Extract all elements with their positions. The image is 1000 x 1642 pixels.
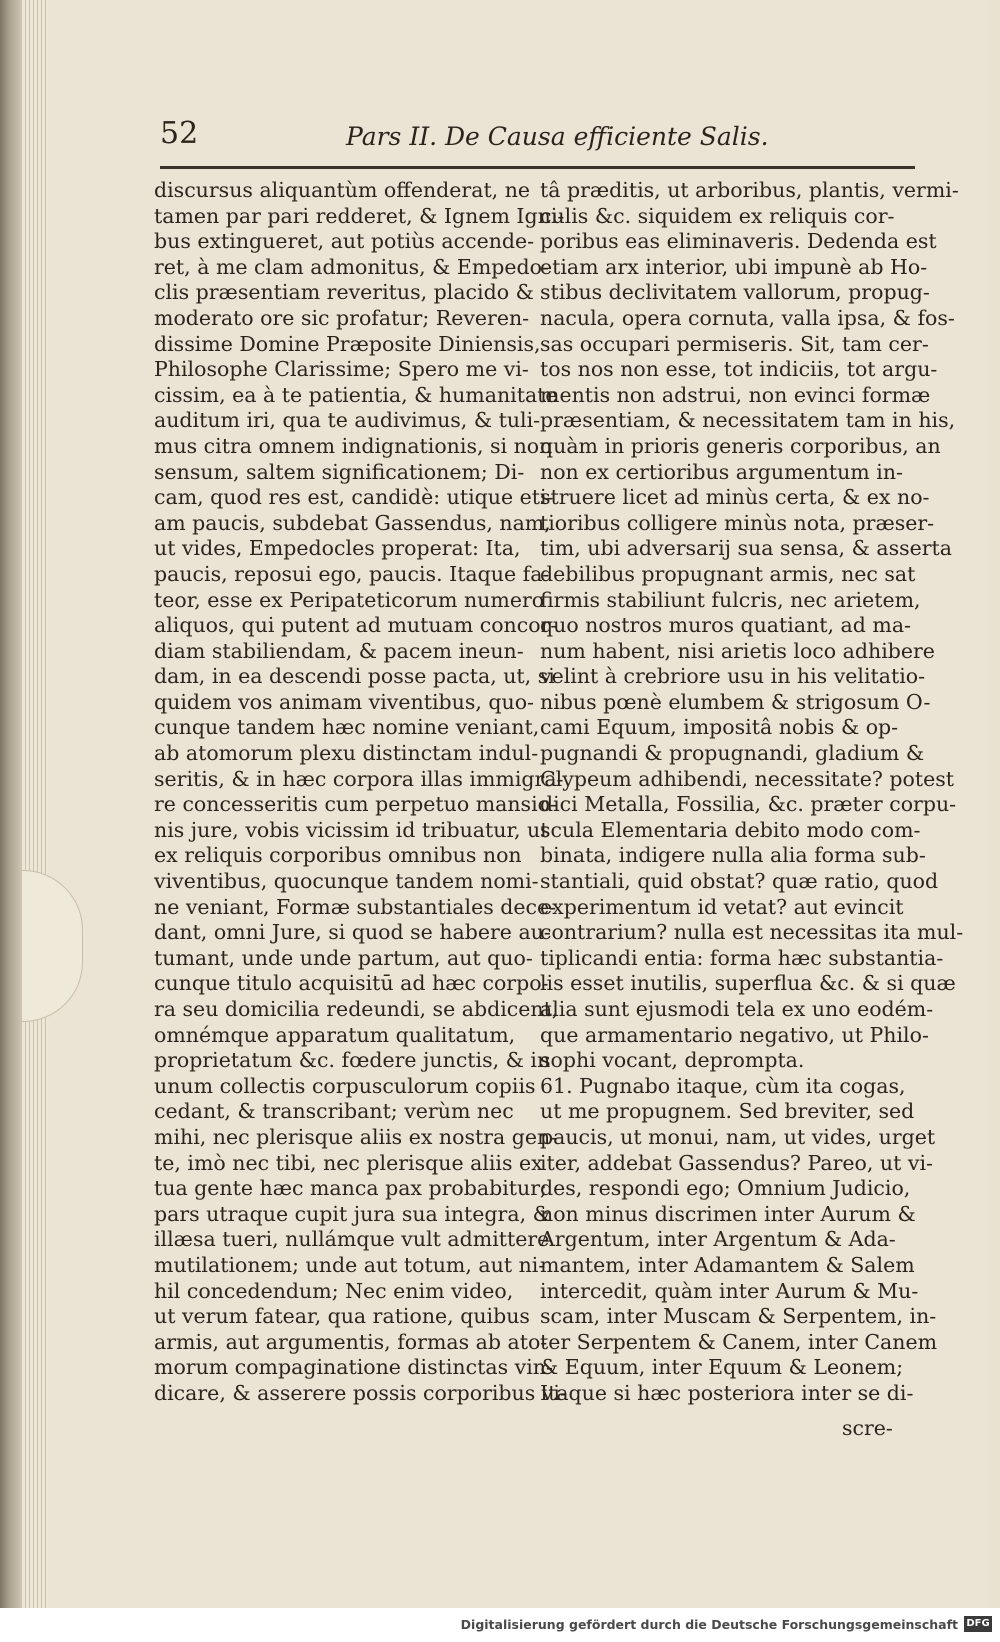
text-line: pars utraque cupit jura sua integra, & xyxy=(154,1201,551,1226)
text-line: nacula, opera cornuta, valla ipsa, & fos- xyxy=(540,305,955,330)
text-line: stantiali, quid obstat? quæ ratio, quod xyxy=(540,869,939,894)
text-line: cam, quod res est, candidè: utique eti- xyxy=(154,485,554,510)
text-line: Philosophe Clarissime; Spero me vi- xyxy=(154,357,529,382)
page-header xyxy=(150,116,930,162)
text-line: præsentiam, & necessitatem tam in his, xyxy=(540,408,956,433)
text-line: etiam arx interior, ubi impunè ab Ho- xyxy=(540,254,928,279)
text-line: dam, in ea descendi posse pacta, ut, si xyxy=(154,664,555,689)
text-line: ret, à me clam admonitus, & Empedo- xyxy=(154,254,549,279)
text-line: seritis, & in hæc corpora illas immigra- xyxy=(154,766,564,791)
text-line: 61. Pugnabo itaque, cùm ita cogas, xyxy=(540,1073,906,1098)
text-line: quo nostros muros quatiant, ad ma- xyxy=(540,613,911,638)
text-line: paucis, ut monui, nam, ut vides, urget xyxy=(540,1124,936,1149)
text-line: stibus declivitatem vallorum, propug- xyxy=(540,280,930,305)
text-line: tioribus colligere minùs nota, præser- xyxy=(540,510,935,535)
text-line: dici Metalla, Fossilia, &c. præter corpu- xyxy=(540,792,957,817)
text-line: quàm in prioris generis corporibus, an xyxy=(540,433,941,458)
text-line: morum compaginatione distinctas vin- xyxy=(154,1355,553,1380)
text-line: lis esset inutilis, superflua &c. & si quæ xyxy=(540,971,956,996)
text-line: sas occupari permiseris. Sit, tam cer- xyxy=(540,331,929,356)
text-line: debilibus propugnant armis, nec sat xyxy=(540,561,916,586)
text-line: illæsa tueri, nullámque vult admittere xyxy=(154,1227,550,1252)
catchword: scre- xyxy=(842,1416,893,1440)
text-line: tua gente hæc manca pax probabitur; xyxy=(154,1176,547,1201)
text-line: num habent, nisi arietis loco adhibere xyxy=(540,638,935,663)
header-rule xyxy=(160,166,915,169)
text-line: mentis non adstrui, non evinci formæ xyxy=(540,382,931,407)
text-line: unum collectis corpusculorum copiis xyxy=(154,1073,536,1098)
text-line: iter, addebat Gassendus? Pareo, ut vi- xyxy=(540,1150,933,1175)
text-line: am paucis, subdebat Gassendus, nam, xyxy=(154,510,551,535)
text-line: ne veniant, Formæ substantiales dece- xyxy=(154,894,557,919)
text-line: cedant, & transcribant; verùm nec xyxy=(154,1099,514,1124)
text-line: tumant, unde unde partum, aut quo- xyxy=(154,945,533,970)
text-line: intercedit, quàm inter Aurum & Mu- xyxy=(540,1278,919,1303)
text-line: dant, omni Jure, si quod se habere au- xyxy=(154,920,551,945)
dfg-logo-icon: DFG xyxy=(964,1616,992,1632)
text-line: des, respondi ego; Omnium Judicio, xyxy=(540,1176,911,1201)
text-line: Argentum, inter Argentum & Ada- xyxy=(540,1227,896,1252)
text-line: discursus aliquantùm offenderat, ne xyxy=(154,178,531,202)
text-line: mus citra omnem indignationis, si non xyxy=(154,433,553,458)
text-line: culis &c. siquidem ex reliquis cor- xyxy=(540,203,895,228)
text-line: contrarium? nulla est necessitas ita mul- xyxy=(540,920,964,945)
text-line: non ex certioribus argumentum in- xyxy=(540,459,903,484)
left-text-column xyxy=(154,178,567,1407)
text-line: pugnandi & propugnandi, gladium & xyxy=(540,741,925,766)
text-line: tim, ubi adversarij sua sensa, & asserta xyxy=(540,536,953,561)
text-line: viventibus, quocunque tandem nomi- xyxy=(154,869,539,894)
text-line: cissim, ea à te patientia, & humanitate xyxy=(154,382,558,407)
text-line: struere licet ad minùs certa, & ex no- xyxy=(540,485,930,510)
text-line: re concesseritis cum perpetuo mansio- xyxy=(154,792,557,817)
text-line: tos nos non esse, tot indiciis, tot argu- xyxy=(540,357,938,382)
text-line: Clypeum adhibendi, necessitate? potest xyxy=(540,766,954,791)
text-line: mantem, inter Adamantem & Salem xyxy=(540,1252,915,1277)
text-line: scula Elementaria debito modo com- xyxy=(540,817,921,842)
footer-bar xyxy=(0,1608,1000,1642)
text-line: paucis, reposui ego, paucis. Itaque fa- xyxy=(154,561,550,586)
text-line: ra seu domicilia redeundi, se abdicent, xyxy=(154,997,559,1021)
text-line: non minus discrimen inter Aurum & xyxy=(540,1201,916,1226)
text-line: bus extingueret, aut potiùs accende- xyxy=(154,229,535,254)
text-line: sensum, saltem significationem; Di- xyxy=(154,459,525,484)
text-line: mihi, nec plerisque aliis ex nostra gen- xyxy=(154,1124,558,1149)
text-line: tamen par pari redderet, & Ignem Igni- xyxy=(154,203,565,228)
page-edges xyxy=(22,0,48,1608)
text-line: & Equum, inter Equum & Leonem; xyxy=(540,1355,904,1380)
text-line: clis præsentiam reveritus, placido & xyxy=(154,280,534,305)
text-line: auditum iri, qua te audivimus, & tuli- xyxy=(154,408,541,433)
text-line: ter Serpentem & Canem, inter Canem xyxy=(540,1329,938,1354)
text-line: proprietatum &c. fœdere junctis, & in xyxy=(154,1048,551,1073)
text-line: nibus pœnè elumbem & strigosum O- xyxy=(540,689,931,714)
text-line: hil concedendum; Nec enim video, xyxy=(154,1278,514,1303)
text-line: sophi vocant, deprompta. xyxy=(540,1048,805,1073)
running-head: Pars II. De Causa efficiente Salis. xyxy=(346,122,769,151)
text-line: nis jure, vobis vicissim id tribuatur, ut xyxy=(154,817,549,842)
text-line: quidem vos animam viventibus, quo- xyxy=(154,689,534,714)
text-line: ex reliquis corporibus omnibus non xyxy=(154,843,522,868)
text-line: teor, esse ex Peripateticorum numero xyxy=(154,587,545,612)
text-line: scam, inter Muscam & Serpentem, in- xyxy=(540,1304,937,1329)
text-line: binata, indigere nulla alia forma sub- xyxy=(540,843,926,868)
text-line: velint à crebriore usu in his velitatio- xyxy=(540,664,926,689)
text-line: omnémque apparatum qualitatum, xyxy=(154,1022,516,1047)
text-line: te, imò nec tibi, nec plerisque aliis ex xyxy=(154,1150,543,1175)
text-line: cunque tandem hæc nomine veniant, xyxy=(154,715,540,740)
text-line: cami Equum, impositâ nobis & op- xyxy=(540,715,899,740)
text-line: experimentum id vetat? aut evincit xyxy=(540,894,904,919)
page-number: 52 xyxy=(160,116,199,151)
book-binding xyxy=(0,0,22,1608)
text-line: ut me propugnem. Sed breviter, sed xyxy=(540,1099,915,1124)
text-line: firmis stabiliunt fulcris, nec arietem, xyxy=(540,587,921,612)
text-line: dissime Domine Præposite Diniensis, xyxy=(154,331,541,356)
text-line: alia sunt ejusmodi tela ex uno eodém- xyxy=(540,997,934,1021)
text-line: dicare, & asserere possis corporibus vi- xyxy=(154,1380,567,1405)
text-line: tiplicandi entia: forma hæc substantia- xyxy=(540,945,944,970)
text-line: mutilationem; unde aut totum, aut ni- xyxy=(154,1252,546,1277)
text-line: diam stabiliendam, & pacem ineun- xyxy=(154,638,524,663)
text-line: ut verum fatear, qua ratione, quibus xyxy=(154,1304,530,1329)
text-line: tâ præditis, ut arboribus, plantis, vermi- xyxy=(540,178,959,202)
text-line: aliquos, qui putent ad mutuam concor- xyxy=(154,613,558,638)
text-line: Itaque si hæc posteriora inter se di- xyxy=(540,1380,914,1405)
funding-credit: Digitalisierung gefördert durch die Deutsche Forschungsgemeinschaft xyxy=(460,1617,958,1632)
text-line: ab atomorum plexu distinctam indul- xyxy=(154,741,539,766)
text-line: moderato ore sic profatur; Reveren- xyxy=(154,305,530,330)
text-line: poribus eas eliminaveris. Dedenda est xyxy=(540,229,937,254)
text-line: cunque titulo acquisitū ad hæc corpo- xyxy=(154,971,549,996)
text-line: ut vides, Empedocles properat: Ita, xyxy=(154,536,521,561)
text-line: armis, aut argumentis, formas ab ato- xyxy=(154,1329,548,1354)
text-line: que armamentario negativo, ut Philo- xyxy=(540,1022,929,1047)
right-text-column xyxy=(540,178,964,1407)
